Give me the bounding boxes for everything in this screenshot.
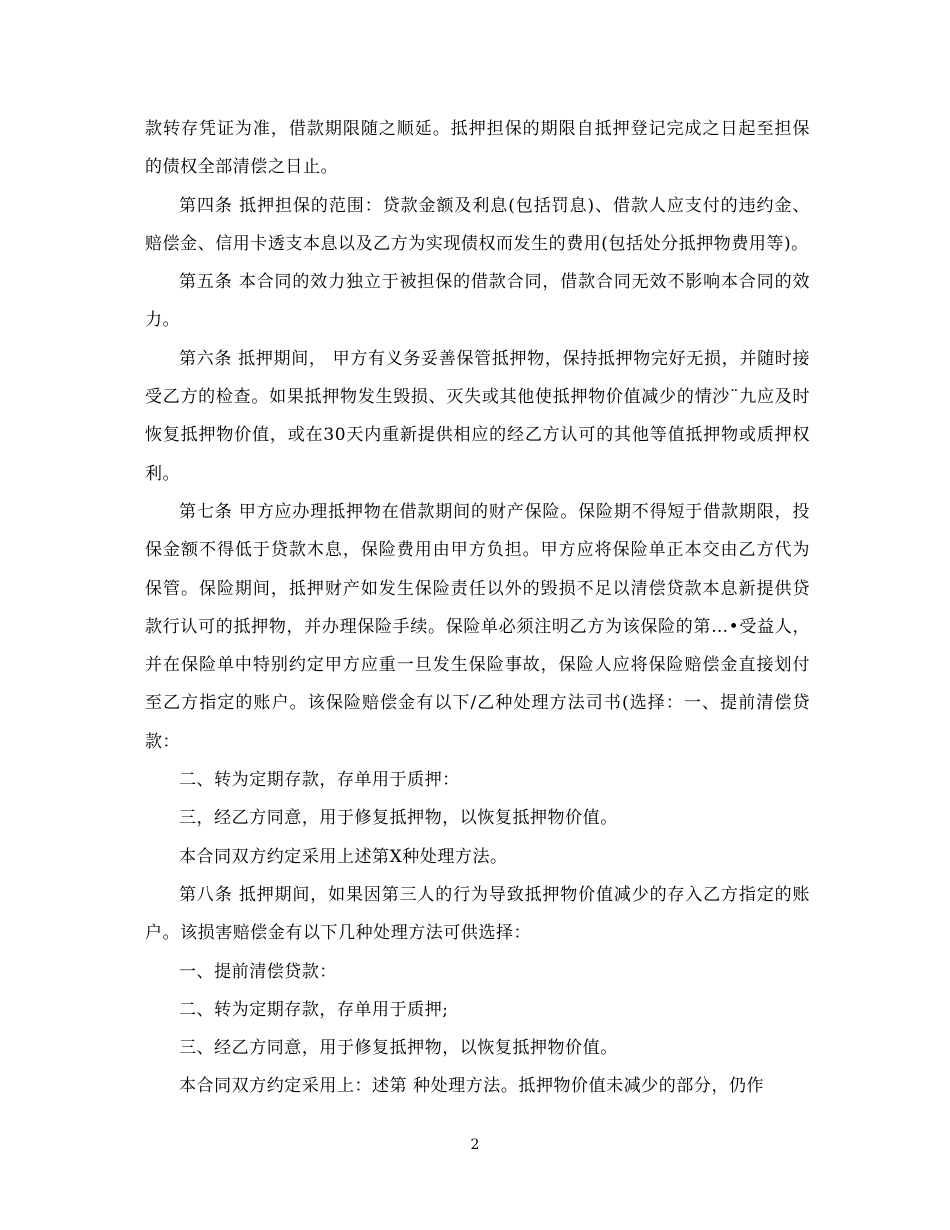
paragraph-option-3: 三，经乙方同意，用于修复抵押物，以恢复抵押物价值。 [179, 808, 618, 829]
paragraph-agreed-method: 本合同双方约定采用上述第X种处理方法。 [179, 846, 508, 867]
paragraph-article-5: 第五条 本合同的效力独立于被担保的借款合同，借款合同无效不影响本合同的效力。 [145, 272, 810, 331]
paragraph-art8-option-3: 三、经乙方同意，用于修复抵押物，以恢复抵押物价值。 [179, 1038, 618, 1059]
paragraph-article-4: 第四条 抵押担保的范围：贷款金额及利息(包括罚息)、借款人应支付的违约金、赔偿金、信用卡透支本息以及乙方为实现债权而发生的费用(包括处分抵押物费用等)。 [145, 195, 810, 254]
paragraph-article-7: 第七条 甲方应办理抵押物在借款期间的财产保险。保险期不得短于借款期限，投保金额不得低于贷款木息，保险费用由甲方负担。甲方应将保险单正本交由乙方代为保管。保险期间，抵押财产如发生保险责任以外的毁损不足以清偿贷款本息新提供贷款行认可的抵押物，并办理保险手续。保险单必须注明乙方为该保险的第…•受益人，并在保险单中特别约定甲方应重一旦发生保险事故，保险人应将保险赔偿金直接划付至乙方指定的账户。该保险赔偿金有以下/乙种处理方法司书(选择：一、提前清偿贷款： [145, 501, 810, 752]
paragraph-art8-agreed-method: 本合同双方约定采用上：述第 种处理方法。抵押物价值未减少的部分，仍作 [179, 1076, 765, 1097]
paragraph-continuation: 款转存凭证为准，借款期限随之顺延。抵押担保的期限自抵押登记完成之日起至担保的债权全部清偿之日止。 [145, 119, 810, 178]
contract-body-text [145, 110, 810, 1106]
paragraph-art8-option-2: 二、转为定期存款，存单用于质押; [179, 999, 449, 1020]
paragraph-option-2: 二、转为定期存款，存单用于质押： [179, 770, 460, 791]
paragraph-article-6: 第六条 抵押期间， 甲方有义务妥善保管抵押物，保持抵押物完好无损，并随时接受乙方的检查。如果抵押物发生毁损、灭失或其他使抵押物价值减少的情沙¨九应及时恢复抵押物价值，或在30天内重新提供相应的经乙方认可的其他等值抵押物或质押权利。 [145, 348, 810, 484]
paragraph-art8-option-1: 一、提前清偿贷款： [179, 961, 337, 982]
paragraph-article-8: 第八条 抵押期间，如果因第三人的行为导致抵押物价值减少的存入乙方指定的账户。该损害赔偿金有以下几种处理方法可供选择： [145, 884, 810, 944]
page-number: 2 [470, 1137, 480, 1153]
